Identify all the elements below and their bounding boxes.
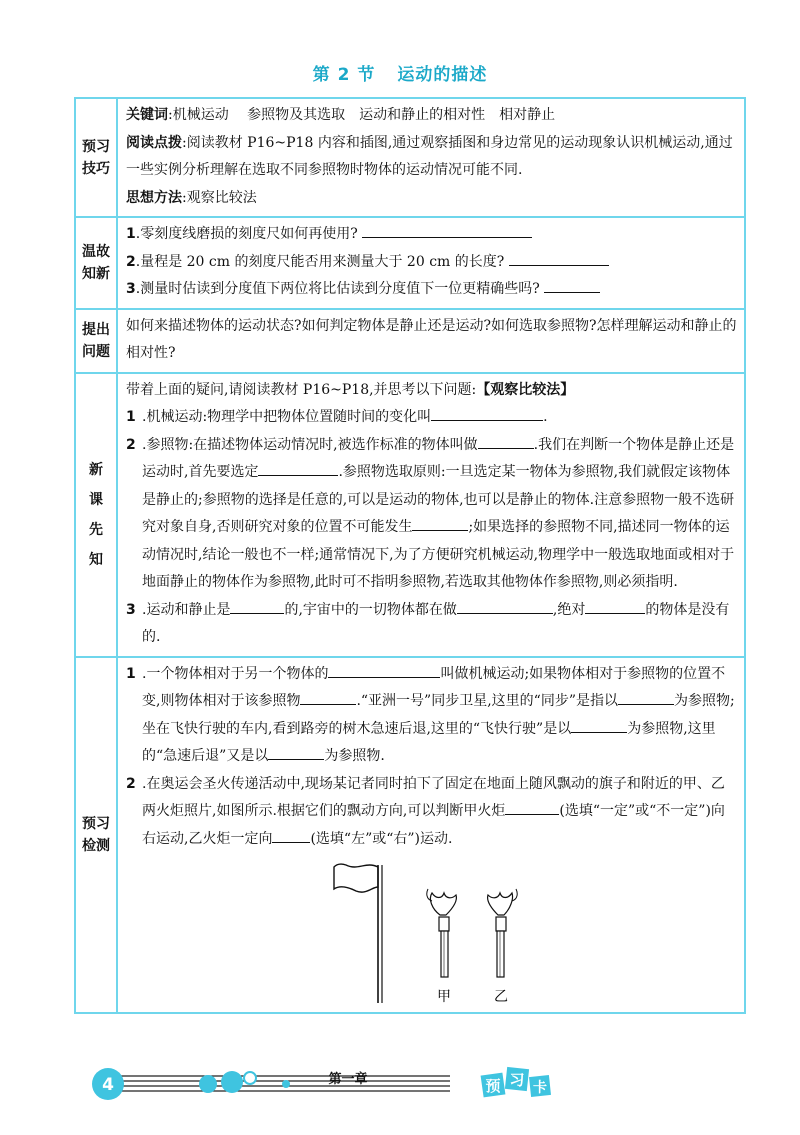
list-item: 1 .机械运动:物理学中把物体位置随时间的变化叫 . [126,404,738,432]
list-item: 2 .参照物:在描述物体运动情况时,被选作标准的物体叫做 .我们在判断一个物体是静止还是运动时,首先要选定 .参照物选取原则:一旦选定某一物体为参照物,我们就假定该物体是静止的;参照物的选择是任意的,可以是运动的物体,也可以是静止的物体.注意参照物一般不选研究对象自身,否则研究对象的位置不可能发生 ;如果选择的参照物不同,描述同一物体的运动情况时,结论一般也不一样;通常情况下,为了方便研究机械运动,物理学中一般选取地面或相对于地面静止的物体作为参照物,此时可不指明参照物,若选取其他物体作参照物,则必须指明. [126,432,738,597]
list-item: 2.量程是 20 cm 的刻度尺能否用来测量大于 20 cm 的长度? [126,249,738,277]
keywords-line: 关键词:机械运动 参照物及其选取 运动和静止的相对性 相对静止 [126,107,556,123]
brand-char: 预 [485,1077,501,1095]
torch-a-label: 甲 [437,989,451,1005]
list-item: 1.零刻度线磨损的刻度尺如何再使用? [126,221,738,249]
list-item: 1 .一个物体相对于另一个物体的 叫做机械运动;如果物体相对于参照物的位置不变,则物体相对于该参照物 .“亚洲一号”同步卫星,这里的“同步”是指以 为参照物;坐在飞快行驶的车内,看到路旁的树木急速后退,这里的“飞快行驶”是以 为参照物,这里的“急速后退”又是以 为参照物. [126,661,738,771]
answer-blank[interactable] [300,688,356,705]
row-label: 温故 知新 [75,217,117,309]
decor-dot [199,1075,217,1093]
answer-blank[interactable] [412,514,468,531]
row-label: 预习 检测 [75,657,117,1014]
row-content [117,217,745,309]
row-content [117,98,745,217]
decor-dot [221,1071,243,1093]
answer-blank[interactable] [362,221,532,238]
torch-b-icon [488,889,518,977]
reading-line: 阅读点拨:阅读教材 P16~P18 内容和插图,通过观察插图和身边常见的运动现象认识机械运动,通过一些实例分析理解在选取不同参照物时物体的运动情况可能不同. [126,134,733,178]
torch-figure [126,853,738,1008]
answer-blank[interactable] [328,661,440,678]
chapter-label: 第一章 [328,1072,368,1087]
answer-blank[interactable] [571,716,627,733]
row-label: 预习 技巧 [75,98,117,217]
answer-blank[interactable] [509,249,609,266]
row-preview-tips [75,98,745,217]
torch-b-label: 乙 [494,989,508,1005]
row-review [75,217,745,309]
answer-blank[interactable] [478,432,534,449]
row-questions [75,309,745,373]
row-content: 如何来描述物体的运动状态?如何判定物体是静止还是运动?如何选取参照物?怎样理解运动和静止的相对性? [117,309,745,373]
row-content [117,657,745,1014]
decor-dot [244,1072,256,1084]
torch-a-icon [427,889,457,977]
answer-blank[interactable] [258,459,338,476]
row-new-lesson [75,373,745,657]
answer-blank[interactable] [585,597,645,614]
list-item: 3.测量时估读到分度值下两位将比估读到分度值下一位更精确些吗? [126,276,738,304]
row-label: 提出 问题 [75,309,117,373]
row-label: 新 课 先 知 [75,373,117,657]
list-item: 3 .运动和静止是 的,宇宙中的一切物体都在做 ,绝对 的物体是没有的. [126,597,738,652]
brand-char: 习 [509,1071,525,1089]
list-item: 2 .在奥运会圣火传递活动中,现场某记者同时拍下了固定在地面上随风飘动的旗子和附近的甲、乙两火炬照片,如图所示.根据它们的飘动方向,可以判断甲火炬 (选填“一定”或“不一定”)向右运动,乙火炬一定向 (选填“左”或“右”)运动. [126,775,725,847]
answer-blank[interactable] [272,826,310,843]
decor-dot [282,1080,290,1088]
section-name: 运动的描述 [397,65,488,85]
page-title [0,60,800,85]
page-number: 4 [102,1075,114,1095]
answer-blank[interactable] [618,688,674,705]
row-preview-test [75,657,745,1014]
lesson-table [74,97,746,1014]
row-content [117,373,745,657]
intro-line: 带着上面的疑问,请阅读教材 P16~P18,并思考以下问题:【观察比较法】 [126,381,575,398]
answer-blank[interactable] [431,404,543,421]
answer-blank[interactable] [230,597,284,614]
brand-char: 卡 [533,1080,547,1096]
answer-blank[interactable] [544,276,600,293]
flag-icon [334,864,378,892]
method-line: 思想方法:观察比较法 [126,189,257,206]
section-number: 第 2 节 [312,65,376,85]
page-footer [90,1062,710,1102]
flag-torch-illustration [126,853,782,1008]
answer-blank[interactable] [457,597,553,614]
answer-blank[interactable] [268,743,324,760]
answer-blank[interactable] [505,798,559,815]
